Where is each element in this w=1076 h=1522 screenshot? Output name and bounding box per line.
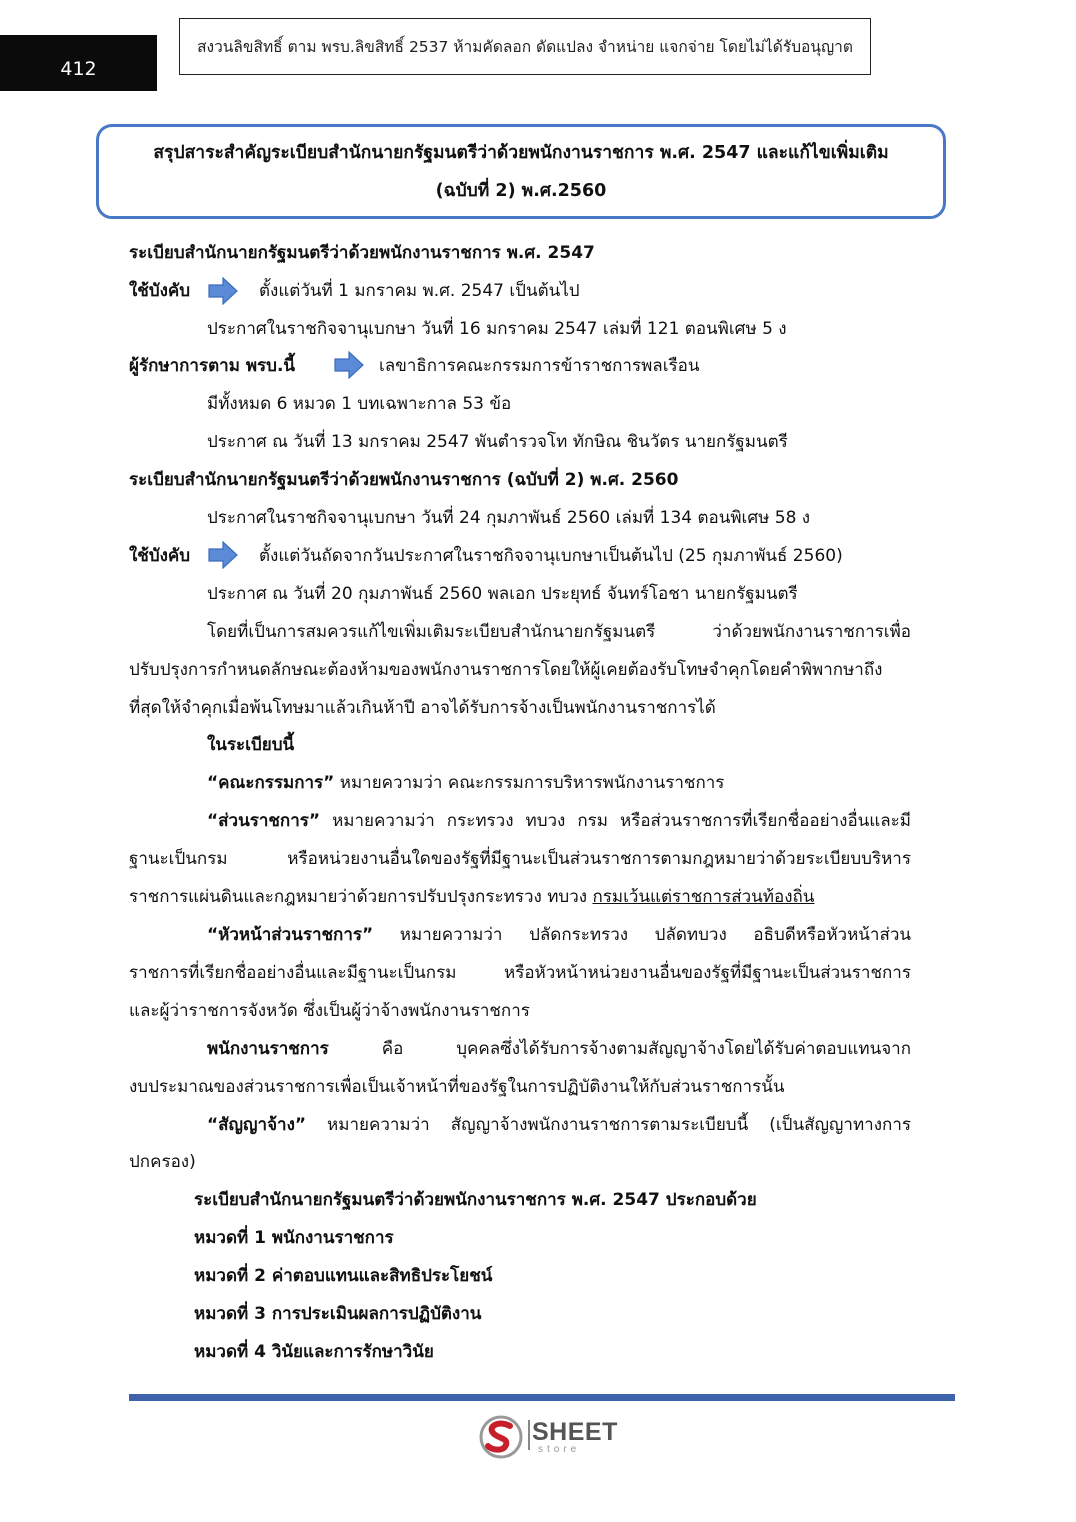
def-term: “ส่วนราชการ”	[207, 811, 321, 831]
chapter-item: หมวดที่ 1 พนักงานราชการ	[194, 1228, 394, 1248]
arrow-right-icon	[208, 277, 238, 305]
definition-employee-line-2: งบประมาณของส่วนราชการเพื่อเป็นเจ้าหน้าที่ของรัฐในการปฏิบัติงานให้กับส่วนราชการนั้น	[129, 1077, 785, 1097]
page-number: 412	[0, 35, 157, 91]
definition-agency-line-2: ฐานะเป็นกรม หรือหน่วยงานอื่นใดของรัฐที่มีฐานะเป็นส่วนราชการตามกฎหมายว่าด้วยระเบียบบริหาร	[129, 849, 911, 869]
in-this-regulation: ในระเบียบนี้	[207, 735, 295, 755]
def-term: “คณะกรรมการ”	[207, 773, 335, 793]
def-text: หมายความว่า คณะกรรมการบริหารพนักงานราชการ	[334, 773, 725, 793]
reason-line-1: โดยที่เป็นการสมควรแก้ไขเพิ่มเติมระเบียบสำนักนายกรัฐมนตรี ว่าด้วยพนักงานราชการเพื่อ	[207, 622, 911, 642]
definition-contract-line-2: ปกครอง)	[129, 1152, 196, 1172]
sheet-logo-icon	[478, 1414, 524, 1460]
logo-text: SHEET	[532, 1418, 618, 1446]
definition-contract-line-1	[207, 1113, 911, 1137]
arrow-right-icon	[334, 351, 364, 379]
definition-agency-line-3	[129, 885, 814, 909]
sheet-store-logo	[478, 1414, 628, 1460]
def-text: หมายความว่า สัญญาจ้างพนักงานราชการตามระเบียบนี้ (เป็นสัญญาทางการ	[306, 1115, 911, 1135]
composition-heading: ระเบียบสำนักนายกรัฐมนตรีว่าด้วยพนักงานราชการ พ.ศ. 2547 ประกอบด้วย	[194, 1190, 757, 1210]
copyright-notice: สงวนลิขสิทธิ์ ตาม พรบ.ลิขสิทธิ์ 2537 ห้ามคัดลอก ดัดแปลง จำหน่าย แจกจ่าย โดยไม่ได้รับอนุญาต	[179, 18, 871, 75]
gazette-2: ประกาศในราชกิจจานุเบกษา วันที่ 24 กุมภาพันธ์ 2560 เล่มที่ 134 ตอนพิเศษ 58 ง	[207, 508, 811, 528]
chapter-item: หมวดที่ 3 การประเมินผลการปฏิบัติงาน	[194, 1304, 482, 1324]
reason-line-3: ที่สุดให้จำคุกเมื่อพ้นโทษมาแล้วเกินห้าปี อาจได้รับการจ้างเป็นพนักงานราชการได้	[129, 698, 716, 718]
effective-label-1: ใช้บังคับ	[129, 281, 191, 301]
definition-head-line-3: และผู้ว่าราชการจังหวัด ซึ่งเป็นผู้ว่าจ้างพนักงานราชการ	[129, 1001, 530, 1021]
gazette-1: ประกาศในราชกิจจานุเบกษา วันที่ 16 มกราคม 2547 เล่มที่ 121 ตอนพิเศษ 5 ง	[207, 319, 787, 339]
def-text: ราชการแผ่นดินและกฎหมายว่าด้วยการปรับปรุงกระทรวง ทบวง	[129, 887, 593, 907]
chapter-item: หมวดที่ 2 ค่าตอบแทนและสิทธิประโยชน์	[194, 1266, 493, 1286]
effective-text-1: ตั้งแต่วันที่ 1 มกราคม พ.ศ. 2547 เป็นต้นไป	[259, 281, 580, 301]
definition-committee	[207, 771, 724, 795]
reg-2560-heading: ระเบียบสำนักนายกรัฐมนตรีว่าด้วยพนักงานราชการ (ฉบับที่ 2) พ.ศ. 2560	[129, 470, 679, 490]
logo-subtext: store	[538, 1444, 581, 1455]
title-box	[96, 124, 946, 219]
footer-divider	[129, 1394, 955, 1401]
title-line-2: (ฉบับที่ 2) พ.ศ.2560	[435, 180, 607, 201]
def-text: หมายความว่า ปลัดกระทรวง ปลัดทบวง อธิบดีหรือหัวหน้าส่วน	[373, 925, 911, 945]
caretaker-text: เลขาธิการคณะกรรมการข้าราชการพลเรือน	[379, 356, 700, 376]
def-term: “สัญญาจ้าง”	[207, 1115, 307, 1135]
announced-1: ประกาศ ณ วันที่ 13 มกราคม 2547 พันตำรวจโท ทักษิณ ชินวัตร นายกรัฐมนตรี	[207, 432, 788, 452]
effective-text-2: ตั้งแต่วันถัดจากวันประกาศในราชกิจจานุเบกษาเป็นต้นไป (25 กุมภาพันธ์ 2560)	[259, 546, 843, 566]
def-text: คือ บุคคลซึ่งได้รับการจ้างตามสัญญาจ้างโดยได้รับค่าตอบแทนจาก	[328, 1039, 911, 1059]
reason-line-2: ปรับปรุงการกำหนดลักษณะต้องห้ามของพนักงานราชการโดยให้ผู้เคยต้องรับโทษจำคุกโดยคำพิพากษาถึง	[129, 660, 883, 680]
definition-head-line-1	[207, 923, 911, 947]
def-underlined-text: กรมเว้นแต่ราชการส่วนท้องถิ่น	[592, 887, 815, 907]
def-term: พนักงานราชการ	[207, 1039, 329, 1059]
caretaker-label: ผู้รักษาการตาม พรบ.นี้	[129, 356, 296, 376]
title-line-1: สรุปสาระสำคัญระเบียบสำนักนายกรัฐมนตรีว่าด้วยพนักงานราชการ พ.ศ. 2547 และแก้ไขเพิ่มเติม	[153, 142, 889, 163]
chapter-item: หมวดที่ 4 วินัยและการรักษาวินัย	[194, 1342, 434, 1362]
reg-2547-heading: ระเบียบสำนักนายกรัฐมนตรีว่าด้วยพนักงานราชการ พ.ศ. 2547	[129, 243, 595, 263]
arrow-right-icon	[208, 541, 238, 569]
chapters-count: มีทั้งหมด 6 หมวด 1 บทเฉพาะกาล 53 ข้อ	[207, 394, 512, 414]
definition-employee-line-1	[207, 1037, 911, 1061]
effective-label-2: ใช้บังคับ	[129, 546, 191, 566]
definition-agency-line-1	[207, 809, 911, 833]
announced-2: ประกาศ ณ วันที่ 20 กุมภาพันธ์ 2560 พลเอก ประยุทธ์ จันทร์โอชา นายกรัฐมนตรี	[207, 584, 798, 604]
def-text: หมายความว่า กระทรวง ทบวง กรม หรือส่วนราชการที่เรียกชื่ออย่างอื่นและมี	[320, 811, 911, 831]
definition-head-line-2: ราชการที่เรียกชื่ออย่างอื่นและมีฐานะเป็นกรม หรือหัวหน้าหน่วยงานอื่นของรัฐที่มีฐานะเป็นส่วนราชการ	[129, 963, 911, 983]
logo-divider	[528, 1420, 530, 1450]
def-term: “หัวหน้าส่วนราชการ”	[207, 925, 374, 945]
